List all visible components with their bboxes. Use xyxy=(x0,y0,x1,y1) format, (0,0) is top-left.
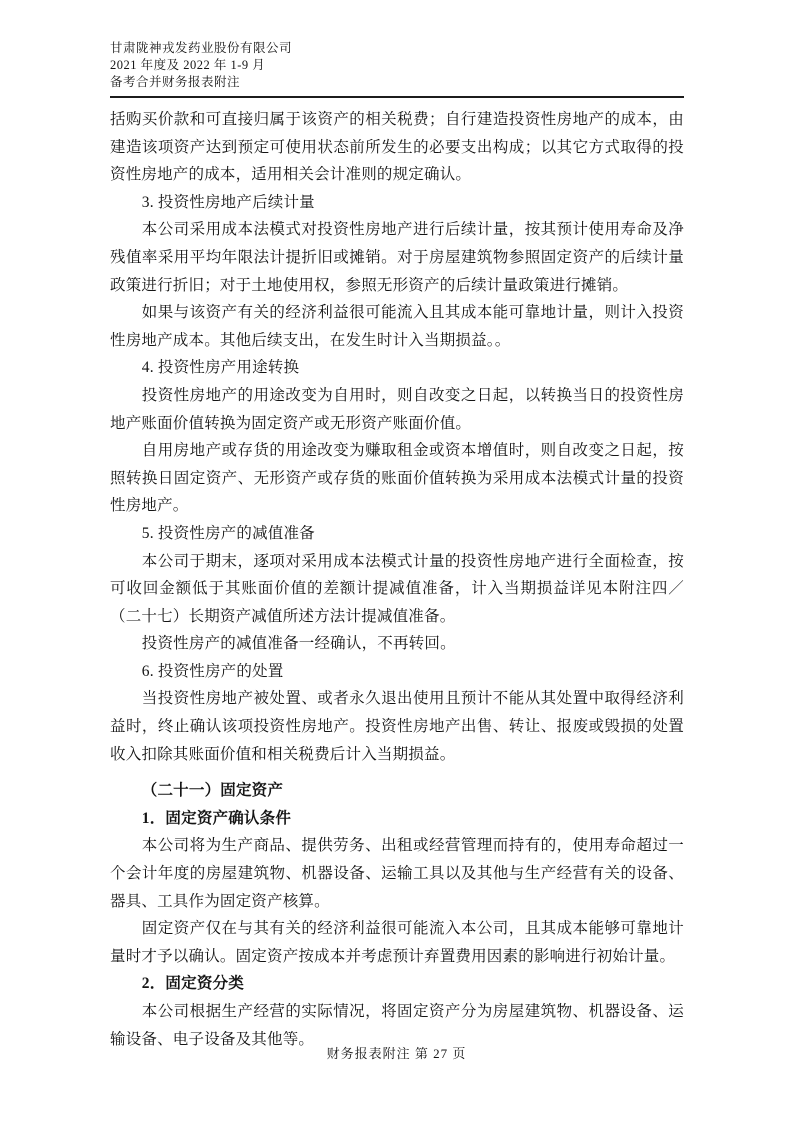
page-footer xyxy=(0,1043,793,1062)
body-paragraph: 当投资性房地产被处置、或者永久退出使用且预计不能从其处置中取得经济利益时，终止确认该项投资性房地产。投资性房地产出售、转让、报废或毁损的处置收入扣除其账面价值和相关税费后计入当期损益。 xyxy=(110,690,684,763)
body-paragraph: 括购买价款和可直接归属于该资产的相关税费；自行建造投资性房地产的成本，由建造该项资产达到预定可使用状态前所发生的必要支出构成；以其它方式取得的投资性房地产的成本，适用相关会计准则的规定确认。 xyxy=(110,111,684,184)
section-heading: 2．固定资分类 xyxy=(141,975,244,993)
company-name: 甘肃陇神戎发药业股份有限公司 xyxy=(110,41,293,55)
footer-page-label: 财务报表附注 第 27 页 xyxy=(326,1046,467,1061)
body-paragraph: 本公司采用成本法模式对投资性房地产进行后续计量，按其预计使用寿命及净残值率采用平均年限法计提折旧或摊销。对于房屋建筑物参照固定资产的后续计量政策进行折旧；对于土地使用权，参照无形资产的后续计量政策进行摊销。 xyxy=(110,221,684,294)
page-header xyxy=(110,40,684,91)
body-paragraph: 3. 投资性房地产后续计量 xyxy=(141,193,315,211)
body-paragraph: 投资性房地产的用途改变为自用时，则自改变之日起，以转换当日的投资性房地产账面价值转换为固定资产或无形资产账面价值。 xyxy=(110,386,684,432)
report-period: 2021 年度及 2022 年 1-9 月 xyxy=(110,58,266,72)
header-divider xyxy=(110,96,684,98)
body-paragraph: 自用房地产或存货的用途改变为赚取租金或资本增值时，则自改变之日起，按照转换日固定资产、无形资产或存货的账面价值转换为采用成本法模式计量的投资性房地产。 xyxy=(110,442,684,515)
body-paragraph: 本公司根据生产经营的实际情况，将固定资产分为房屋建筑物、机器设备、运输设备、电子设备及其他等。 xyxy=(110,1003,684,1048)
body-paragraph: 本公司于期末，逐项对采用成本法模式计量的投资性房地产进行全面检查，按可收回金额低于其账面价值的差额计提减值准备，计入当期损益详见本附注四／（二十七）长期资产减值所述方法计提减值准备。 xyxy=(110,552,684,625)
document-body xyxy=(110,106,684,1053)
body-paragraph: 投资性房产的减值准备一经确认，不再转回。 xyxy=(141,635,456,653)
document-title: 备考合并财务报表附注 xyxy=(110,75,241,89)
body-paragraph: 6. 投资性房产的处置 xyxy=(141,662,284,680)
section-heading: （二十一）固定资产 xyxy=(141,782,284,800)
body-paragraph: 如果与该资产有关的经济利益很可能流入且其成本能可靠地计量，则计入投资性房地产成本。其他后续支出，在发生时计入当期损益。。 xyxy=(110,304,684,349)
body-paragraph: 本公司将为生产商品、提供劳务、出租或经营管理而持有的，使用寿命超过一个会计年度的房屋建筑物、机器设备、运输工具以及其他与生产经营有关的设备、器具、工具作为固定资产核算。 xyxy=(110,837,684,910)
section-heading: 1．固定资产确认条件 xyxy=(141,809,292,827)
body-paragraph: 4. 投资性房产用途转换 xyxy=(141,359,300,377)
body-paragraph: 固定资产仅在与其有关的经济利益很可能流入本公司，且其成本能够可靠地计量时才予以确认。固定资产按成本并考虑预计弃置费用因素的影响进行初始计量。 xyxy=(110,920,684,965)
body-paragraph: 5. 投资性房产的减值准备 xyxy=(141,524,315,542)
